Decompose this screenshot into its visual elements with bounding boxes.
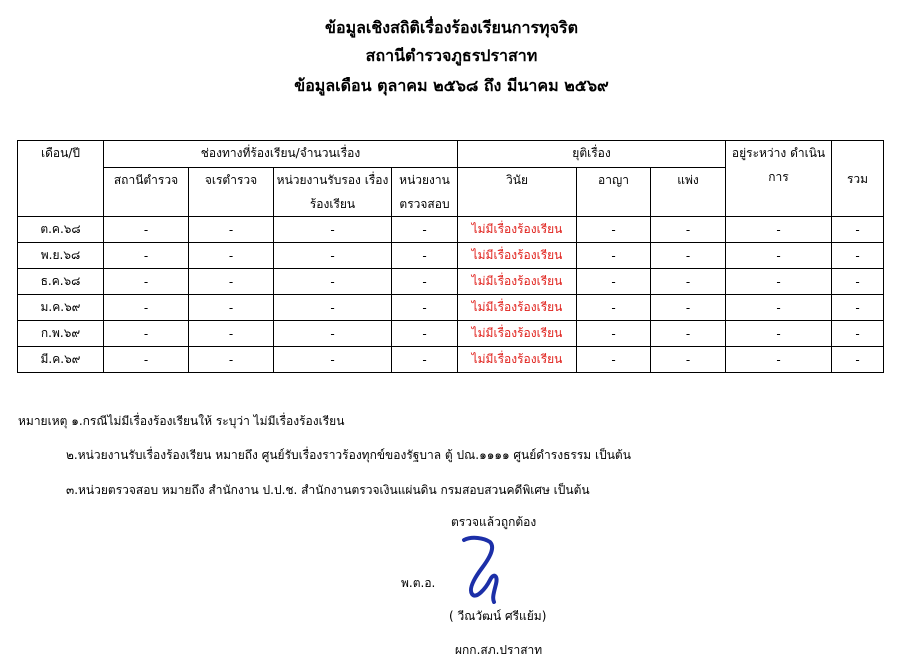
title-line-1: ข้อมูลเชิงสถิติเรื่องร้องเรียนการทุจริต [325,18,578,37]
table-row [18,243,884,269]
cell-total: - [832,321,884,347]
cell-station: - [104,321,189,347]
cell-criminal: - [577,269,651,295]
signer-rank: พ.ต.อ. [401,576,436,590]
cell-agency: - [274,321,392,347]
cell-audit: - [392,321,458,347]
cell-patrol: - [189,243,274,269]
cell-criminal: - [577,243,651,269]
header-discipline: วินัย [458,168,577,217]
note-2: ๒.หน่วยงานรับเรื่องร้องเรียน หมายถึง ศูนย์รับเรื่องราวร้องทุกข์ของรัฐบาล ตู้ ปณ.๑๑๑๑ ศูนย์ดำรงธรรม เป็นต้น [66,448,631,462]
cell-agency: - [274,347,392,373]
header-total: รวม [832,141,884,217]
header-patrol: จเรตำรวจ [189,168,274,217]
cell-agency: - [274,295,392,321]
cell-audit: - [392,243,458,269]
cell-pending: - [726,321,832,347]
cell-civil: - [651,217,726,243]
header-resolved: ยุติเรื่อง [458,141,726,168]
header-station: สถานีตำรวจ [104,168,189,217]
cell-station: - [104,295,189,321]
cell-station: - [104,347,189,373]
table-row [18,295,884,321]
cell-discipline: ไม่มีเรื่องร้องเรียน [458,243,577,269]
cell-discipline: ไม่มีเรื่องร้องเรียน [458,321,577,347]
cell-civil: - [651,269,726,295]
cell-criminal: - [577,295,651,321]
cell-station: - [104,269,189,295]
cell-discipline: ไม่มีเรื่องร้องเรียน [458,269,577,295]
verified-label: ตรวจแล้วถูกต้อง [451,515,537,529]
cell-total: - [832,217,884,243]
cell-patrol: - [189,347,274,373]
cell-month: ธ.ค.๖๘ [18,269,104,295]
cell-agency: - [274,243,392,269]
cell-pending: - [726,243,832,269]
cell-total: - [832,269,884,295]
cell-criminal: - [577,321,651,347]
header-pending: อยู่ระหว่าง ดำเนินการ [726,141,832,217]
cell-audit: - [392,347,458,373]
cell-patrol: - [189,321,274,347]
cell-criminal: - [577,217,651,243]
cell-audit: - [392,269,458,295]
header-audit: หน่วยงาน ตรวจสอบ [392,168,458,217]
header-criminal: อาญา [577,168,651,217]
cell-station: - [104,243,189,269]
table-row [18,347,884,373]
note-3: ๓.หน่วยตรวจสอบ หมายถึง สำนักงาน ป.ป.ช. สำนักงานตรวจเงินแผ่นดิน กรมสอบสวนคดีพิเศษ เป็นต้น [66,483,590,497]
header-channels: ช่องทางที่ร้องเรียน/จำนวนเรื่อง [104,141,458,168]
table-row [18,217,884,243]
signer-position: ผกก.สภ.ปราสาท [455,643,543,657]
cell-month: ก.พ.๖๙ [18,321,104,347]
cell-total: - [832,243,884,269]
cell-station: - [104,217,189,243]
table-row [18,321,884,347]
header-agency: หน่วยงานรับรอง เรื่องร้องเรียน [274,168,392,217]
header-month: เดือน/ปี [18,141,104,217]
title-line-3: ข้อมูลเดือน ตุลาคม ๒๕๖๘ ถึง มีนาคม ๒๕๖๙ [294,76,609,95]
cell-pending: - [726,347,832,373]
header-civil: แพ่ง [651,168,726,217]
table-row [18,269,884,295]
cell-audit: - [392,295,458,321]
cell-month: ต.ค.๖๘ [18,217,104,243]
cell-civil: - [651,243,726,269]
cell-agency: - [274,269,392,295]
cell-pending: - [726,217,832,243]
cell-month: ม.ค.๖๙ [18,295,104,321]
cell-patrol: - [189,217,274,243]
cell-discipline: ไม่มีเรื่องร้องเรียน [458,217,577,243]
note-1: หมายเหตุ ๑.กรณีไม่มีเรื่องร้องเรียนให้ ระบุว่า ไม่มีเรื่องร้องเรียน [18,414,345,428]
cell-pending: - [726,269,832,295]
complaint-statistics-table [17,140,884,373]
cell-discipline: ไม่มีเรื่องร้องเรียน [458,347,577,373]
cell-discipline: ไม่มีเรื่องร้องเรียน [458,295,577,321]
cell-patrol: - [189,269,274,295]
cell-total: - [832,347,884,373]
cell-month: พ.ย.๖๘ [18,243,104,269]
cell-civil: - [651,295,726,321]
cell-criminal: - [577,347,651,373]
cell-civil: - [651,321,726,347]
cell-civil: - [651,347,726,373]
title-line-2: สถานีตำรวจภูธรปราสาท [365,46,538,65]
signer-name: ( วีณวัฒน์ ศรีแย้ม) [449,609,547,623]
cell-month: มี.ค.๖๙ [18,347,104,373]
cell-audit: - [392,217,458,243]
cell-patrol: - [189,295,274,321]
cell-agency: - [274,217,392,243]
cell-total: - [832,295,884,321]
handwritten-signature [452,532,512,604]
cell-pending: - [726,295,832,321]
